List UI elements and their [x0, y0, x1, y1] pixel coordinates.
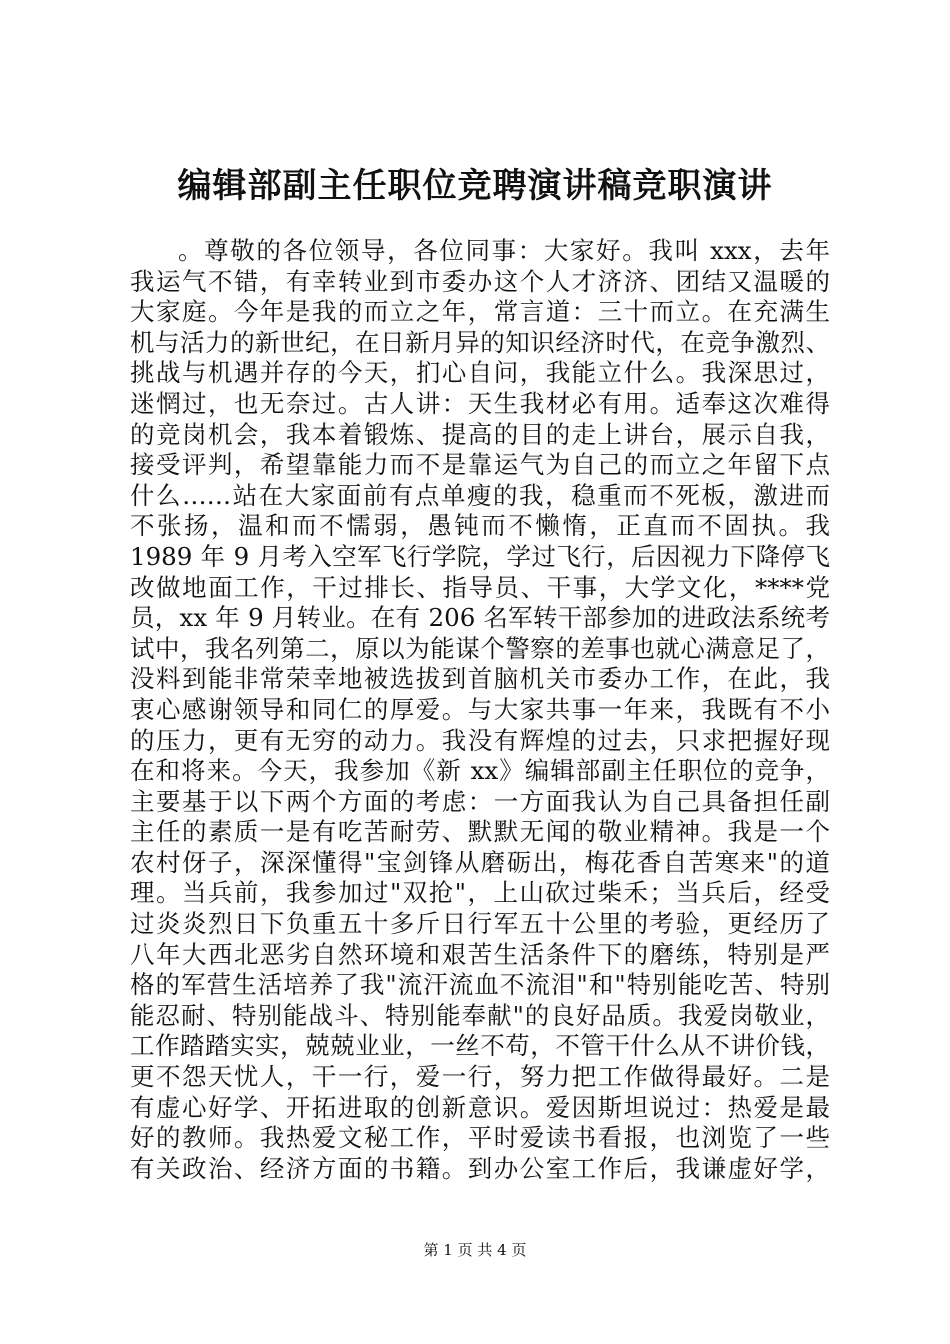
body-line: 迷惘过，也无奈过。古人讲：天生我材必有用。适奉这次难得: [130, 388, 830, 418]
body-line: 格的军营生活培养了我"流汗流血不流泪"和"特别能吃苦、特别: [130, 970, 830, 1000]
body-line: 理。当兵前，我参加过"双抢"，上山砍过柴禾；当兵后，经受: [130, 878, 830, 908]
body-line: 主要基于以下两个方面的考虑：一方面我认为自己具备担任副: [130, 786, 830, 816]
body-line: 有关政治、经济方面的书籍。到办公室工作后，我谦虚好学，: [130, 1153, 830, 1183]
body-line: 的压力，更有无穷的动力。我没有辉煌的过去，只求把握好现: [130, 725, 830, 755]
body-line: 员，xx 年 9 月转业。在有 206 名军转干部参加的进政法系统考: [130, 603, 830, 633]
body-line: 试中，我名列第二，原以为能谋个警察的差事也就心满意足了，: [130, 633, 830, 663]
body-line: 工作踏踏实实，兢兢业业，一丝不苟，不管干什么从不讲价钱，: [130, 1031, 830, 1061]
body-line: 改做地面工作，干过排长、指导员、干事，大学文化，****党: [130, 572, 830, 602]
body-line: 没料到能非常荣幸地被选拔到首脑机关市委办工作，在此，我: [130, 664, 830, 694]
body-line: 农村伢子，深深懂得"宝剑锋从磨砺出，梅花香自苦寒来"的道: [130, 847, 830, 877]
body-line: 过炎炎烈日下负重五十多斤日行军五十公里的考验，更经历了: [130, 909, 830, 939]
body-line: 大家庭。今年是我的而立之年，常言道：三十而立。在充满生: [130, 297, 830, 327]
body-line: 衷心感谢领导和同仁的厚爱。与大家共事一年来，我既有不小: [130, 694, 830, 724]
body-line: 的竞岗机会，我本着锻炼、提高的目的走上讲台，展示自我，: [130, 419, 830, 449]
body-line: 有虚心好学、开拓进取的创新意识。爱因斯坦说过：热爱是最: [130, 1092, 830, 1122]
body-line: 机与活力的新世纪，在日新月异的知识经济时代，在竞争激烈、: [130, 327, 830, 357]
body-line: 八年大西北恶劣自然环境和艰苦生活条件下的磨练，特别是严: [130, 939, 830, 969]
body-line: 更不怨天忧人，干一行，爱一行，努力把工作做得最好。二是: [130, 1062, 830, 1092]
body-line: 挑战与机遇并存的今天，扪心自问，我能立什么。我深思过，: [130, 358, 830, 388]
body-line: 什么……站在大家面前有点单瘦的我，稳重而不死板，激进而: [130, 480, 830, 510]
body-line: 不张扬，温和而不懦弱，愚钝而不懒惰，正直而不固执。我: [130, 511, 830, 541]
document-body: [130, 236, 830, 1184]
body-line: 好的教师。我热爱文秘工作，平时爱读书看报，也浏览了一些: [130, 1123, 830, 1153]
body-line: 我运气不错，有幸转业到市委办这个人才济济、团结又温暖的: [130, 266, 830, 296]
body-line: 在和将来。今天，我参加《新 xx》编辑部副主任职位的竞争，: [130, 756, 830, 786]
document-title: 编辑部副主任职位竞聘演讲稿竞职演讲: [177, 166, 773, 206]
body-line: 1989 年 9 月考入空军飞行学院，学过飞行，后因视力下降停飞: [130, 541, 830, 571]
body-line: 接受评判，希望靠能力而不是靠运气为自己的而立之年留下点: [130, 450, 830, 480]
body-line: 能忍耐、特别能战斗、特别能奉献"的良好品质。我爱岗敬业，: [130, 1000, 830, 1030]
body-line: 主任的素质一是有吃苦耐劳、默默无闻的敬业精神。我是一个: [130, 817, 830, 847]
page-footer: 第 1 页 共 4 页: [423, 1241, 527, 1259]
body-line: 。尊敬的各位领导，各位同事：大家好。我叫 xxx，去年: [178, 236, 830, 265]
